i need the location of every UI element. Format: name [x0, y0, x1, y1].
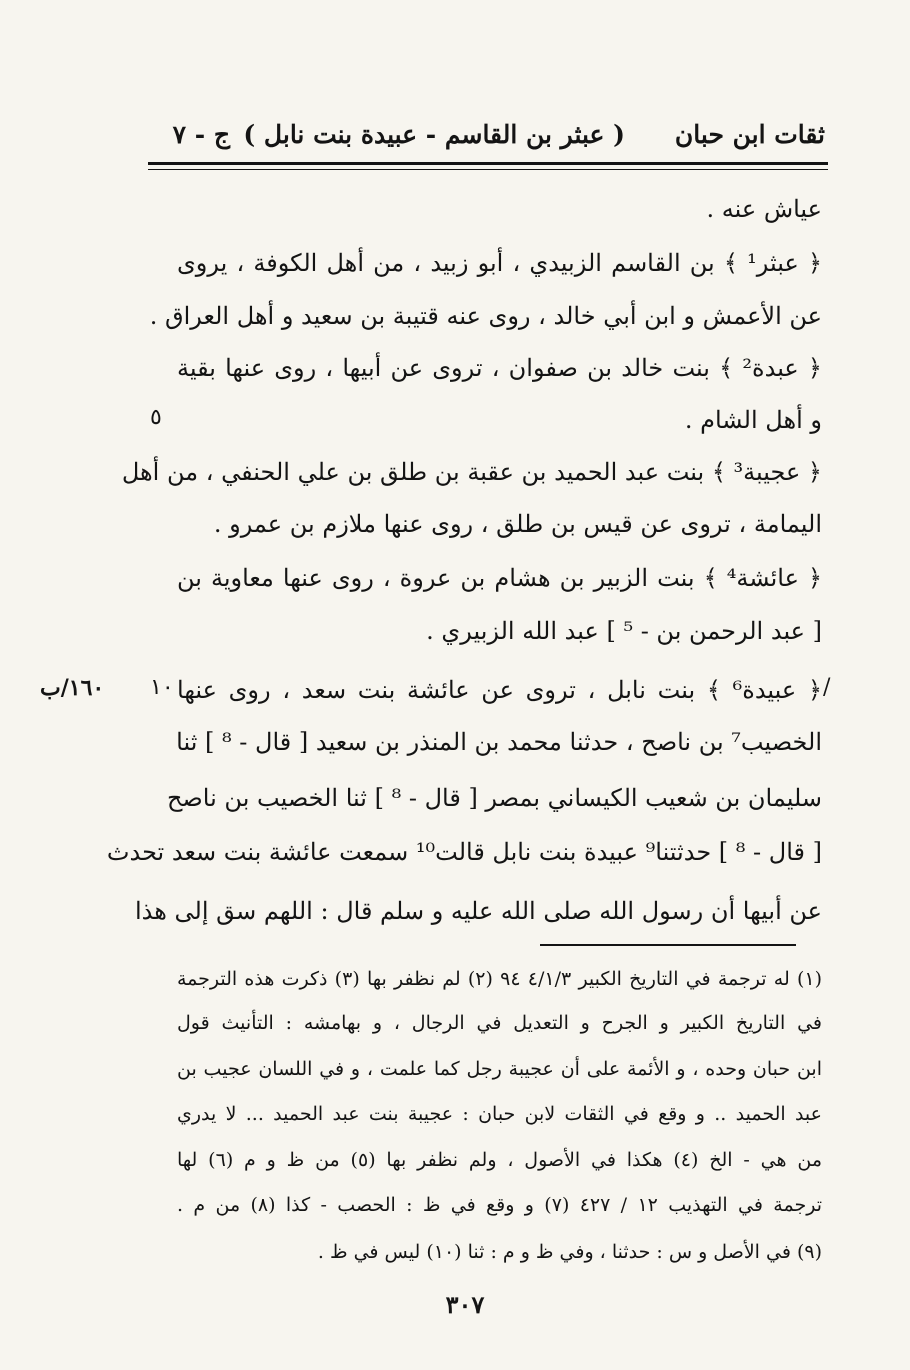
body-line: الخصيب⁷ بن ناصح ، حدثنا محمد بن المنذر بن سعيد [ قال - ⁸ ] ثنا — [176, 728, 822, 756]
header-rule-thin — [148, 169, 828, 170]
footnote-line: (١) له ترجمة في التاريخ الكبير ٤/١/٣ ٩٤ (٢) لم نظفر بها (٣) ذكرت هذه الترجمة — [177, 968, 823, 990]
header-entry-range: ( عبثر بن القاسم - عبيدة بنت نابل ) — [243, 120, 625, 149]
body-line: ﴿ عجيبة³ ﴾ بنت عبد الحميد بن عقبة بن طلق بن علي الحنفي ، من أهل — [121, 458, 822, 486]
page-number: ٣٠٧ — [445, 1290, 485, 1319]
body-line: عن أبيها أن رسول الله صلى الله عليه و سلم قال : اللهم سق إلى هذا — [134, 897, 822, 925]
footnote-rule — [540, 944, 796, 946]
body-line: و أهل الشام . — [684, 406, 822, 434]
margin-slash-mark: / — [823, 675, 831, 700]
body-line: ﴿ عائشة⁴ ﴾ بنت الزبير بن هشام بن عروة ، روى عنها معاوية بن — [177, 564, 823, 592]
footnote-line: (٩) في الأصل و س : حدثنا ، وفي ظ و م : ثنا (١٠) ليس في ظ . — [317, 1241, 822, 1263]
header-book-title: ثقات ابن حبان — [674, 120, 825, 149]
body-line: عن الأعمش و ابن أبي خالد ، روى عنه قتيبة بن سعيد و أهل العراق . — [149, 302, 822, 330]
footnote-line: في التاريخ الكبير و الجرح و التعديل في الرجال ، و بهامشه : التأنيث قول — [177, 1012, 822, 1034]
footnote-line: ترجمة في التهذيب ١٢ / ٤٢٧ (٧) و وقع في ظ : الحصب - كذا (٨) من م . — [177, 1194, 822, 1216]
body-line: عياش عنه . — [706, 195, 822, 223]
header-rule-thick — [148, 162, 828, 165]
margin-line-number: ٥ — [150, 405, 162, 430]
margin-folio-mark: ١٦٠/ب — [40, 675, 105, 701]
body-line: ﴿ عبثر¹ ﴾ بن القاسم الزبيدي ، أبو زبيد ، من أهل الكوفة ، يروى — [177, 249, 823, 277]
body-line: [ عبد الرحمن بن - ⁵ ] عبد الله الزبيري . — [426, 617, 822, 645]
body-line: سليمان بن شعيب الكيساني بمصر [ قال - ⁸ ] ثنا الخصيب بن ناصح — [166, 784, 822, 812]
footnote-line: من هي - الخ (٤) هكذا في الأصول ، ولم نظفر بها (٥) من ظ و م (٦) لها — [177, 1149, 822, 1171]
footnote-line: ابن حبان وحده ، و الأئمة على أن عجيبة رجل كما علمت ، و في اللسان عجيب بن — [177, 1058, 822, 1080]
footnote-line: عبد الحميد .. و وقع في الثقات لابن حبان : عجيبة بنت عبد الحميد ... لا يدري — [177, 1103, 822, 1125]
body-line: ﴿ عبدة² ﴾ بنت خالد بن صفوان ، تروى عن أبيها ، روى عنها بقية — [177, 354, 822, 382]
body-line: [ قال - ⁸ ] حدثتنا⁹ عبيدة بنت نابل قالت¹⁰ سمعت عائشة بنت سعد تحدث — [106, 838, 822, 866]
body-line: اليمامة ، تروى عن قيس بن طلق ، روى عنها ملازم بن عمرو . — [213, 510, 822, 538]
running-header — [150, 114, 825, 158]
margin-line-number-10: ١٠ — [150, 675, 174, 700]
body-line: ﴿ عبيدة⁶ ﴾ بنت نابل ، تروى عن عائشة بنت سعد ، روى عنها — [177, 676, 823, 704]
header-volume: ج - ٧ — [172, 120, 230, 149]
